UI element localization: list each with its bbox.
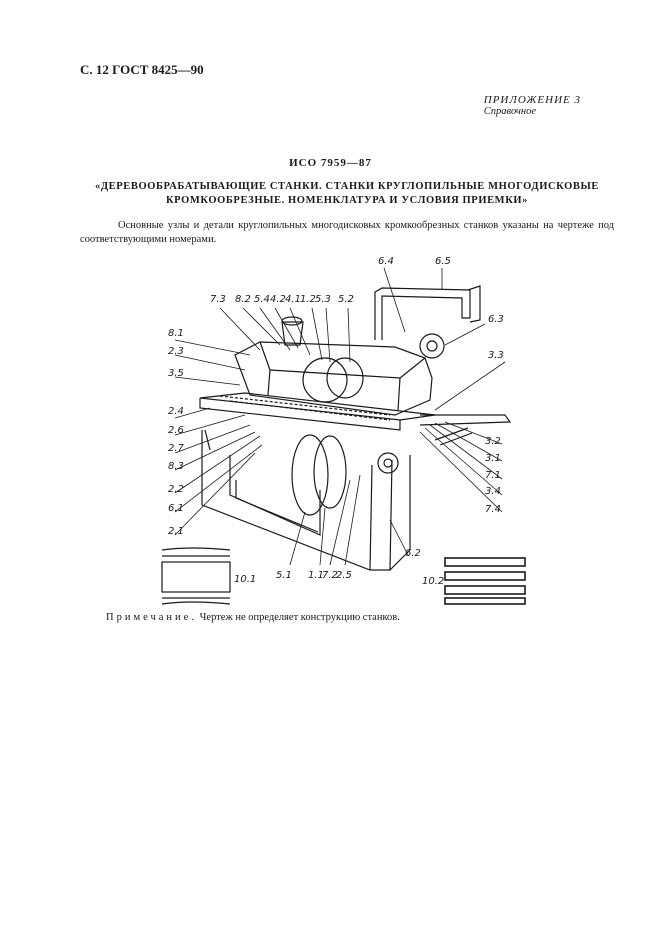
label-6-5: 6.5 bbox=[435, 256, 451, 267]
label-5-2: 5.2 bbox=[338, 294, 354, 305]
detail-10-2 bbox=[445, 558, 525, 604]
handwheel-upper bbox=[420, 334, 444, 358]
label-3-1: 3.1 bbox=[485, 453, 501, 464]
upper-housing bbox=[235, 342, 432, 415]
label-2-2: 2.2 bbox=[168, 484, 184, 495]
label-1-2: 1.2 bbox=[300, 294, 316, 305]
label-2-1: 2.1 bbox=[168, 526, 184, 537]
guide-arm bbox=[375, 288, 470, 340]
appendix-title: ПРИЛОЖЕНИЕ 3 bbox=[483, 94, 581, 106]
label-3-5: 3.5 bbox=[168, 368, 184, 379]
label-3-2: 3.2 bbox=[485, 436, 501, 447]
label-8-1: 8.1 bbox=[168, 328, 184, 339]
detail-10-1 bbox=[162, 548, 230, 604]
label-6-1: 6.1 bbox=[168, 503, 184, 514]
label-7-3: 7.3 bbox=[210, 294, 226, 305]
handwheel-lower bbox=[378, 453, 398, 473]
label-2-5: 2.5 bbox=[336, 570, 352, 581]
label-8-2: 8.2 bbox=[235, 294, 251, 305]
label-1-1: 1.1 bbox=[308, 570, 324, 581]
note-text: Чертеж не определяет конструкцию станков. bbox=[196, 612, 400, 623]
label-3-4: 3.4 bbox=[485, 486, 501, 497]
label-10-2: 10.2 bbox=[422, 576, 445, 587]
label-6-3: 6.3 bbox=[488, 314, 504, 325]
label-2-3: 2.3 bbox=[168, 346, 184, 357]
intro-paragraph: Основные узлы и детали круглопильных многодисковых кромкообрезных станков указаны на чертеже под соответствующими номерами. bbox=[80, 220, 614, 245]
label-2-6: 2.6 bbox=[168, 425, 184, 436]
label-7-2: 7.2 bbox=[322, 570, 338, 581]
machine-table bbox=[200, 393, 435, 420]
label-7-4: 7.4 bbox=[485, 504, 501, 515]
page-header: С. 12 ГОСТ 8425—90 bbox=[80, 62, 204, 77]
feed-rail bbox=[420, 415, 510, 425]
note bbox=[106, 612, 400, 623]
label-10-1: 10.1 bbox=[234, 574, 257, 585]
document-title-line-1: «ДЕРЕВООБРАБАТЫВАЮЩИЕ СТАНКИ. СТАНКИ КРУГЛОПИЛЬНЫЕ МНОГОДИСКОВЫЕ bbox=[94, 181, 600, 192]
standard-id: ИСО 7959—87 bbox=[289, 157, 372, 169]
label-3-3: 3.3 bbox=[488, 350, 504, 361]
label-4-1: 4.1 bbox=[285, 294, 301, 305]
label-8-3: 8.3 bbox=[168, 461, 184, 472]
appendix-subtitle: Справочное bbox=[483, 106, 537, 117]
label-5-1: 5.1 bbox=[276, 570, 292, 581]
label-6-4: 6.4 bbox=[378, 256, 394, 267]
note-label: Примечание. bbox=[106, 612, 197, 623]
machine-drawing bbox=[150, 250, 530, 605]
document-title bbox=[80, 180, 614, 208]
label-7-1: 7.1 bbox=[485, 470, 501, 481]
label-4-2: 4.2 bbox=[270, 294, 286, 305]
appendix-block bbox=[484, 94, 581, 117]
label-2-7: 2.7 bbox=[168, 443, 184, 454]
document-title-line-2: КРОМКООБРЕЗНЫЕ. НОМЕНКЛАТУРА И УСЛОВИЯ ПРИЕМКИ» bbox=[165, 195, 529, 206]
machine-base bbox=[202, 430, 410, 570]
label-5-3: 5.3 bbox=[315, 294, 331, 305]
label-2-4: 2.4 bbox=[168, 406, 184, 417]
label-5-4: 5.4 bbox=[254, 294, 270, 305]
label-6-2: 6.2 bbox=[405, 548, 421, 559]
